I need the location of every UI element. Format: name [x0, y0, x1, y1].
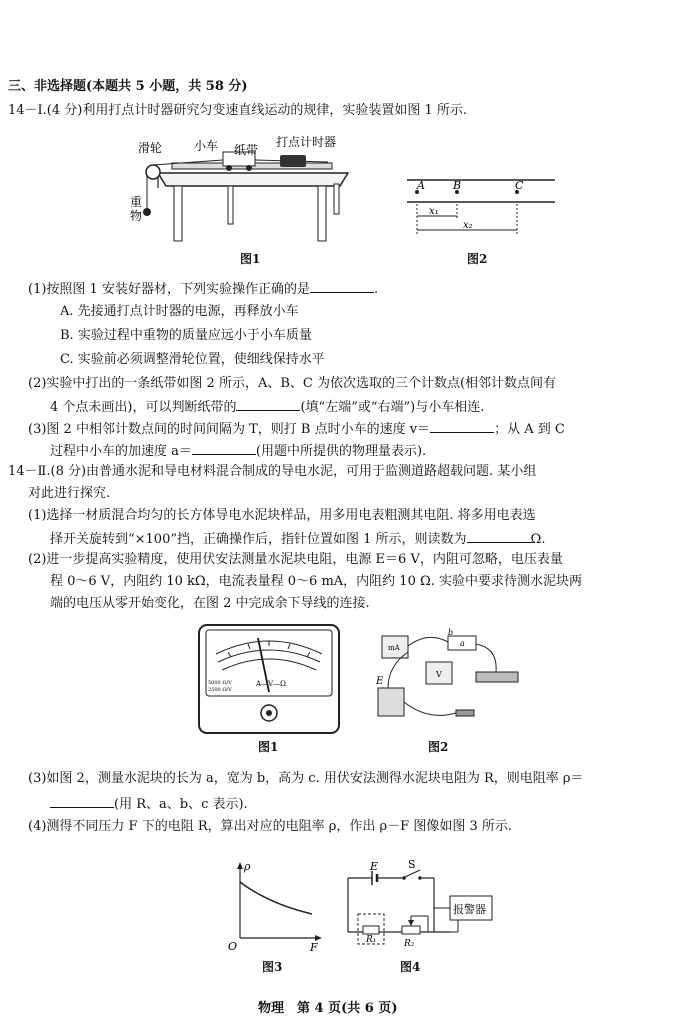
q14-1-p3-line1: (3)图 2 中相邻计数点间的时间间隔为 T，则打 B 点时小车的速度 v＝ ；从 A 到 C — [28, 419, 565, 439]
q14-1-p2-line1: (2)实验中打出的一条纸带如图 2 所示，A、B、C 为依次选取的三个计数点(相邻计数点间有 — [28, 376, 557, 391]
source-e-label: E — [376, 676, 384, 687]
option-c: C. 实验前必须调整滑轮位置，使细线保持水平 — [60, 352, 325, 367]
fig3-rho-f-graph — [224, 860, 324, 952]
meter-label: A—V—Ω — [256, 680, 286, 688]
q14-2-p1-line2: 择开关旋转到“×100”挡，正确操作后，指针位置如图 1 所示，则读数为 Ω. — [50, 529, 545, 549]
answer-blank[interactable] — [192, 441, 256, 455]
q14-2-p2-line1: (2)进一步提高实验精度，使用伏安法测量水泥块电阻，电源 E＝6 V，内阻可忽略，电压表量 — [28, 552, 563, 567]
q14-2-p1-line1: (1)选择一材质混合均匀的长方体导电水泥块样品，用多用电表粗测其电阻. 将多用电表选 — [28, 508, 536, 523]
answer-blank[interactable] — [50, 794, 114, 808]
fig3-caption: 图3 — [262, 960, 283, 974]
weight-label-bottom: 物 — [130, 209, 143, 223]
answer-blank[interactable] — [310, 279, 374, 293]
q14-1-p1: (1)按照图 1 安装好器材，下列实验操作正确的是 . — [28, 279, 378, 299]
q14-1-p3-line2: 过程中小车的加速度 a＝ (用题中所提供的物理量表示). — [50, 441, 426, 461]
q14-2-intro-line1: 14－Ⅱ.(8 分)由普通水泥和导电材料混合制成的导电水泥，可用于监测道路超载问题. 某小组 — [8, 464, 537, 479]
x1-label: x₁ — [429, 206, 439, 217]
fig1-multimeter — [198, 624, 340, 734]
r1-label: R₁ — [366, 935, 377, 945]
meter-info-2: 2500 Ω/V — [208, 687, 232, 693]
f-axis-label: F — [310, 941, 318, 952]
page-footer: 物理 第 4 页(共 6 页) — [258, 1001, 398, 1016]
q14-2-p3-line1: (3)如图 2，测量水泥块的长为 a，宽为 b，高为 c. 用伏安法测得水泥块电阻为 R，则电阻率 ρ＝ — [28, 771, 584, 786]
q14-2-p2-line2: 程 0～6 V，内阻约 10 kΩ，电流表量程 0～6 mA，内阻约 10 Ω. 实验中要求待测水泥块两 — [50, 574, 583, 589]
point-b: B — [453, 179, 462, 192]
q14-1-intro: 14－Ⅰ.(4 分)利用打点计时器研究匀变速直线运动的规律，实验装置如图 1 所示. — [8, 103, 468, 118]
weight-label-top: 重 — [130, 195, 143, 209]
fig4-caption: 图4 — [400, 960, 421, 974]
fig4-e-label: E — [370, 860, 379, 873]
tape-label: 纸带 — [234, 143, 259, 157]
q14-2-intro-line2: 对此进行探究. — [28, 486, 111, 501]
fig2-circuit — [368, 626, 528, 731]
option-a: A. 先接通打点计时器的电源，再释放小车 — [60, 304, 299, 319]
sample-b-label: b — [448, 628, 454, 637]
x2-label: x₂ — [463, 220, 473, 231]
pulley-label: 滑轮 — [138, 141, 163, 155]
ammeter-label: mA — [388, 644, 400, 652]
sample-a-label: a — [460, 639, 465, 648]
rho-axis-label: ρ — [244, 860, 251, 873]
fig1-caption: 图1 — [240, 252, 261, 266]
q14-1-p2-line2: 4 个点未画出)，可以判断纸带的 (填“左端”或“右端”)与小车相连. — [50, 397, 484, 417]
point-c: C — [515, 179, 524, 192]
q14-2-p2-line3: 端的电压从零开始变化，在图 2 中完成余下导线的连接. — [50, 596, 370, 611]
meter-info-1: 5000 Ω/V — [208, 680, 232, 686]
alarm-label: 报警器 — [453, 903, 486, 916]
section-title: 三、非选择题(本题共 5 小题，共 58 分) — [8, 79, 248, 94]
fig2-tape — [405, 172, 565, 242]
point-a: A — [417, 179, 425, 192]
timer-label: 打点计时器 — [276, 135, 337, 149]
answer-blank[interactable] — [430, 419, 494, 433]
fig2-caption: 图2 — [467, 252, 488, 266]
cart-label: 小车 — [194, 139, 219, 153]
fig4-alarm-circuit — [346, 860, 496, 952]
answer-blank[interactable] — [467, 529, 531, 543]
option-b: B. 实验过程中重物的质量应远小于小车质量 — [60, 328, 312, 343]
fig1-caption-2: 图1 — [258, 740, 279, 754]
q14-2-p3-line2: (用 R、a、b、c 表示). — [50, 794, 248, 814]
voltmeter-label: V — [436, 670, 442, 679]
q14-2-p4: (4)测得不同压力 F 下的电阻 R，算出对应的电阻率 ρ，作出 ρ－F 图像如图 3 所示. — [28, 819, 512, 834]
fig2-caption-2: 图2 — [428, 740, 449, 754]
r2-label: R₂ — [404, 939, 415, 949]
fig1-apparatus — [128, 128, 368, 248]
answer-blank[interactable] — [236, 397, 300, 411]
switch-s-label: S — [408, 860, 416, 871]
origin-label: O — [228, 940, 238, 952]
